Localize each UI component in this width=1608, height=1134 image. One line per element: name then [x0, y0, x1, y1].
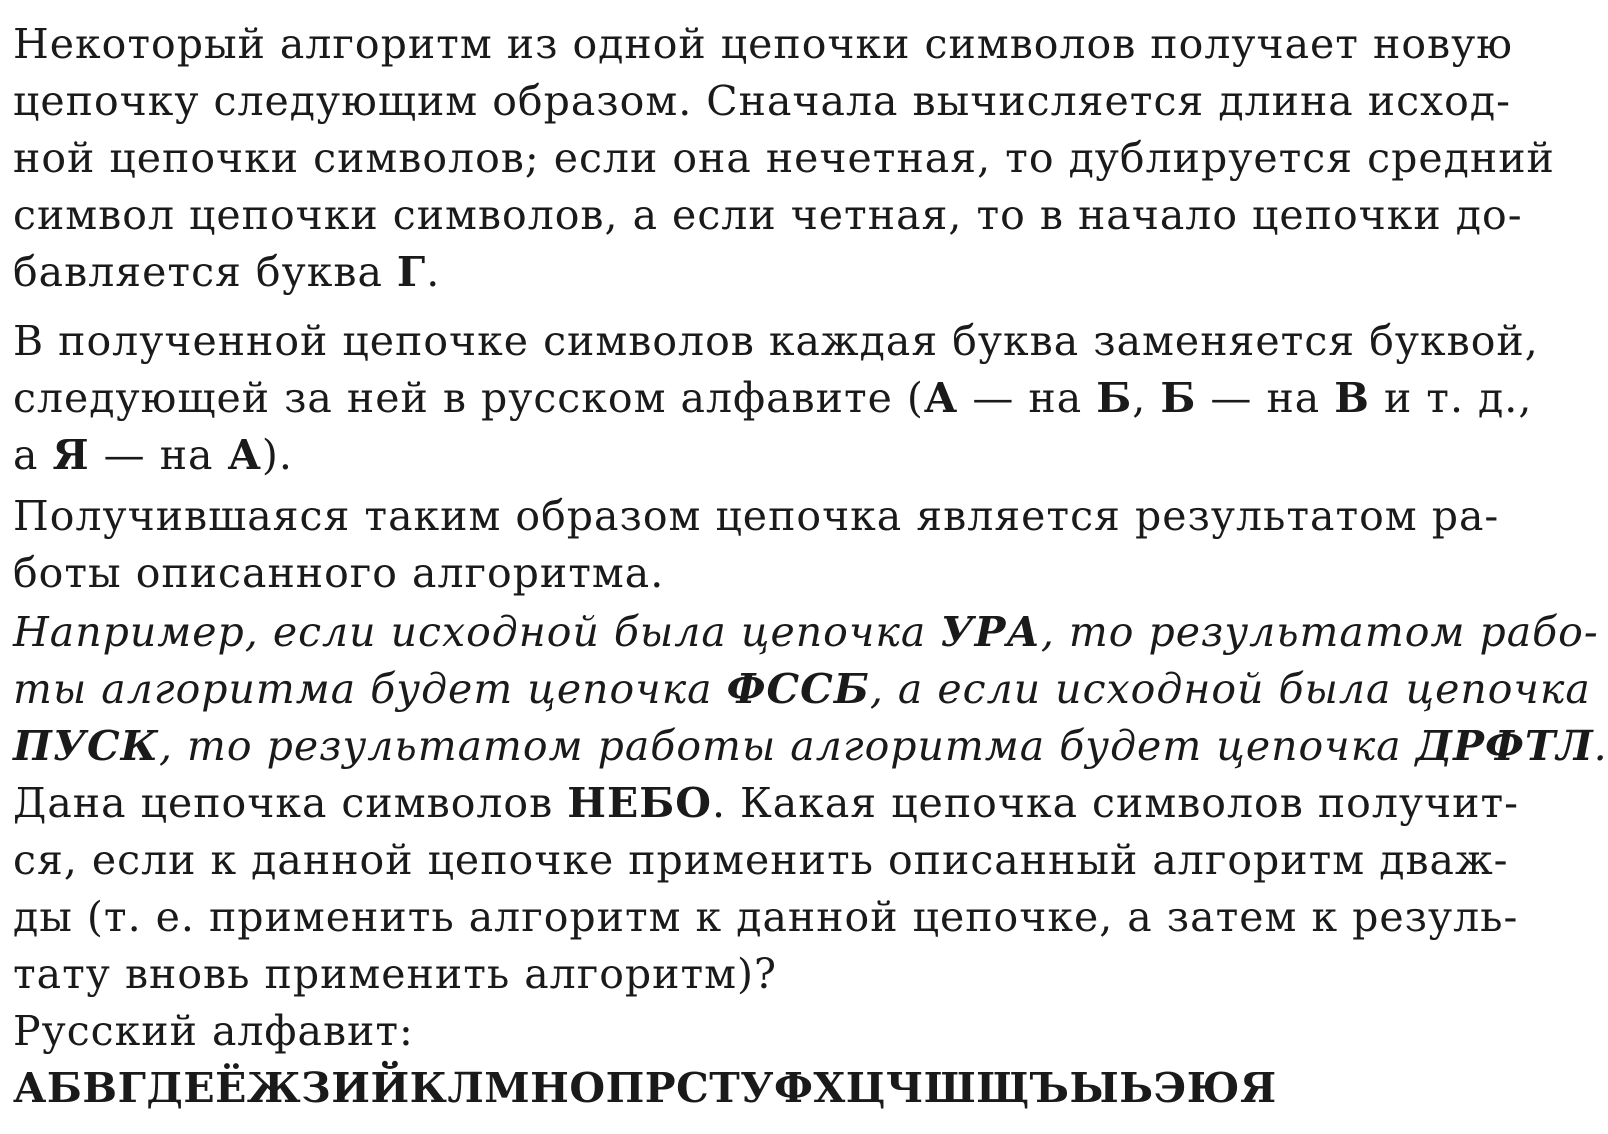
- p1-line-4: символ цепочки символов, а если четная, то в начало цепочки до-: [13, 191, 1523, 239]
- letter-b-bold-2: Б: [1160, 374, 1197, 422]
- question-nebo: НЕБО: [567, 779, 712, 827]
- russian-alphabet: АБВГДЕЁЖЗИЙКЛМНОПРСТУФХЦЧШЩЪЫЬЭЮЯ: [13, 1064, 1277, 1112]
- example-ura: УРА: [940, 608, 1041, 656]
- p5-line-1-end: . Какая цепочка символов получит-: [711, 779, 1519, 827]
- p2-line-2-text: следующей за ней в русском алфавите (: [13, 374, 924, 422]
- p4-line-1-text: Например, если исходной была цепочка: [13, 608, 941, 656]
- alphabet-label: Русский алфавит:: [13, 1007, 414, 1055]
- p2-dash-1: — на: [958, 374, 1097, 422]
- p2-etc: и т. д.,: [1369, 374, 1533, 422]
- p4-line-3-end: .: [1593, 722, 1608, 770]
- p1-line-5-text: бавляется буква: [13, 248, 397, 296]
- p5-line-1: [13, 775, 1519, 831]
- p1-line-3: ной цепочки символов; если она нечетная, то дублируется средний: [13, 134, 1555, 182]
- p3-line-1: Получившаяся таким образом цепочка является результатом ра-: [13, 492, 1500, 540]
- p5-line-2: ся, если к данной цепочке применить описанный алгоритм дваж-: [13, 836, 1509, 884]
- p2-line-2: [13, 370, 1533, 426]
- letter-ya-bold: Я: [52, 431, 90, 479]
- p4-line-1-end: , то результатом рабо-: [1040, 608, 1599, 656]
- p2-dash-2: — на: [1196, 374, 1335, 422]
- p1-line-5: [13, 244, 1453, 300]
- letter-v-bold: В: [1334, 374, 1370, 422]
- p3-line-2: боты описанного алгоритма.: [13, 549, 665, 597]
- p4-line-1: [13, 604, 1599, 660]
- p2-line-3: [13, 427, 1453, 483]
- example-pusk: ПУСК: [13, 722, 159, 770]
- p4-line-3: [13, 718, 1608, 774]
- p4-line-3-text: , то результатом работы алгоритма будет цепочка: [158, 722, 1416, 770]
- p2-comma: ,: [1132, 374, 1161, 422]
- p1-line-2: цепочку следующим образом. Сначала вычисляется длина исход-: [13, 77, 1511, 125]
- p2-line-3-end: ).: [261, 431, 293, 479]
- p2-line-1: В полученной цепочке символов каждая буква заменяется буквой,: [13, 317, 1539, 365]
- p2-line-3-dash: — на: [89, 431, 228, 479]
- p1-line-5-end: .: [426, 248, 441, 296]
- example-drftl: ДРФТЛ: [1415, 722, 1594, 770]
- p4-line-2-text: ты алгоритма будет цепочка: [13, 665, 727, 713]
- letter-b-bold-1: Б: [1096, 374, 1133, 422]
- p1-line-1: Некоторый алгоритм из одной цепочки символов получает новую: [13, 20, 1513, 68]
- example-fssb: ФССБ: [726, 665, 870, 713]
- p5-line-4: тату вновь применить алгоритм)?: [13, 950, 778, 998]
- letter-a-bold: А: [923, 374, 959, 422]
- p2-line-3-a: а: [13, 431, 53, 479]
- letter-a-bold-2: А: [227, 431, 262, 479]
- p4-line-2-end: , а если исходной была цепочка: [869, 665, 1591, 713]
- p5-line-3: ды (т. е. применить алгоритм к данной цепочке, а затем к резуль-: [13, 893, 1519, 941]
- letter-g: Г: [396, 248, 427, 296]
- p4-line-2: [13, 661, 1591, 717]
- p5-line-1-text: Дана цепочка символов: [13, 779, 568, 827]
